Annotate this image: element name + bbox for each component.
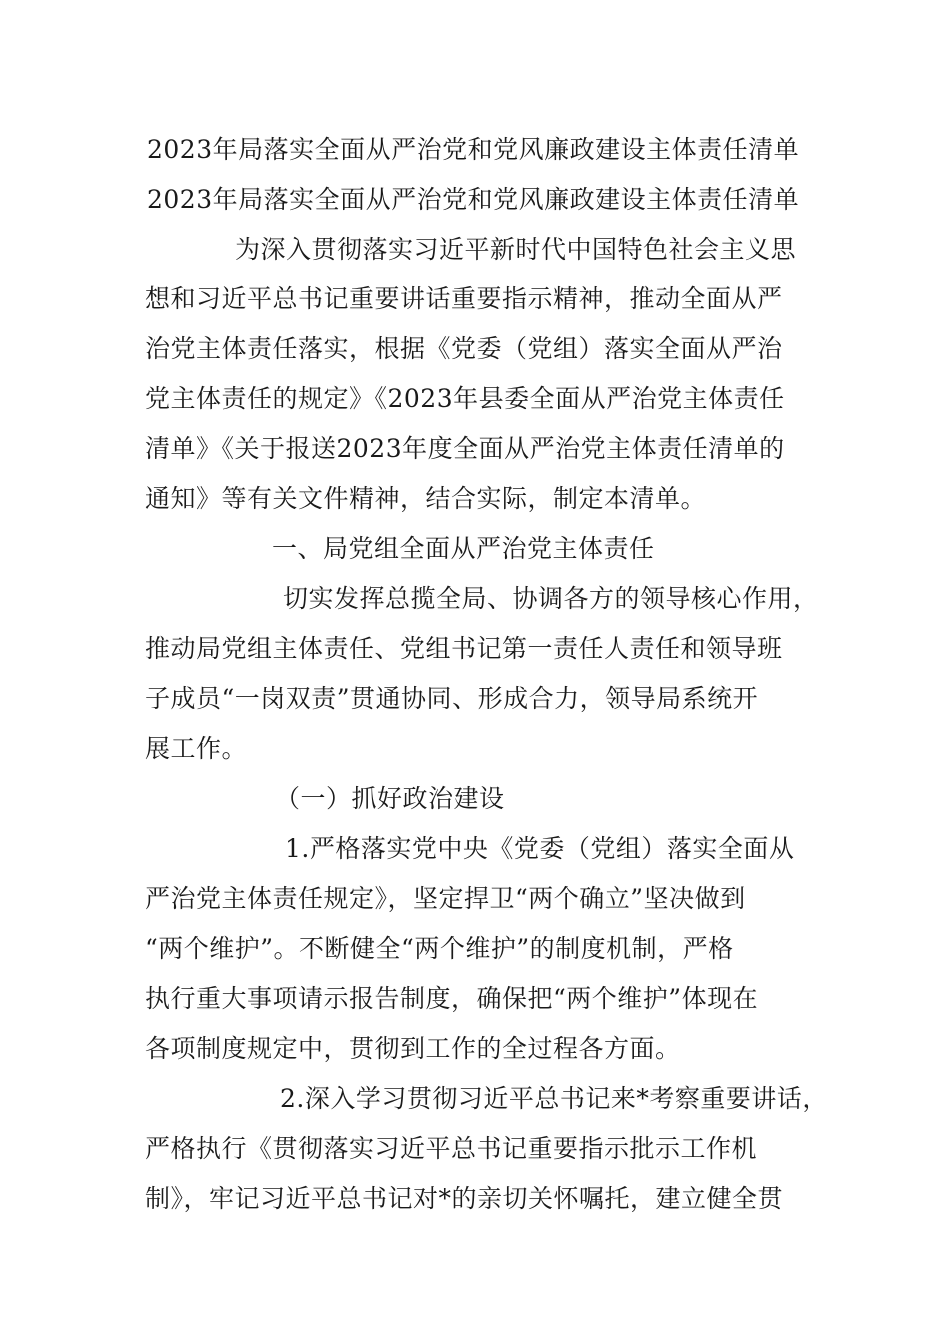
item-line: 严格执行《贯彻落实习近平总书记重要指示批示工作机 — [145, 1134, 758, 1163]
document-title-repeat: 2023年局落实全面从严治党和党风廉政建设主体责任清单 — [147, 185, 800, 214]
intro-line: 党主体责任的规定》《2023年县委全面从严治党主体责任 — [145, 384, 785, 413]
intro-line: 通知》等有关文件精神，结合实际，制定本清单。 — [145, 484, 707, 513]
intro-line: 治党主体责任落实，根据《党委（党组）落实全面从严治 — [145, 334, 783, 363]
subsection-heading: （一）抓好政治建设 — [275, 784, 505, 813]
section-line: 子成员“一岗双责”贯通协同、形成合力，领导局系统开 — [145, 684, 759, 713]
section-line: 切实发挥总揽全局、协调各方的领导核心作用， — [283, 584, 819, 613]
section-line: 展工作。 — [145, 734, 248, 763]
section-heading: 一、局党组全面从严治党主体责任 — [272, 534, 655, 563]
document-title: 2023年局落实全面从严治党和党风廉政建设主体责任清单 — [147, 135, 800, 164]
item-line: 制》，牢记习近平总书记对*的亲切关怀嘱托，建立健全贯 — [145, 1184, 784, 1213]
item-line: “两个维护”。不断健全“两个维护”的制度机制，严格 — [145, 934, 734, 963]
intro-line: 清单》《关于报送2023年度全面从严治党主体责任清单的 — [145, 434, 785, 463]
item-line: 2.深入学习贯彻习近平总书记来*考察重要讲话， — [280, 1084, 828, 1113]
intro-line: 为深入贯彻落实习近平新时代中国特色社会主义思 — [235, 235, 797, 264]
intro-line: 想和习近平总书记重要讲话重要指示精神，推动全面从严 — [145, 284, 783, 313]
item-line: 各项制度规定中，贯彻到工作的全过程各方面。 — [145, 1034, 681, 1063]
section-line: 推动局党组主体责任、党组书记第一责任人责任和领导班 — [145, 634, 783, 663]
item-line: 严治党主体责任规定》，坚定捍卫“两个确立”坚决做到 — [145, 884, 746, 913]
item-line: 执行重大事项请示报告制度，确保把“两个维护”体现在 — [145, 984, 759, 1013]
item-line: 1.严格落实党中央《党委（党组）落实全面从 — [285, 834, 795, 863]
